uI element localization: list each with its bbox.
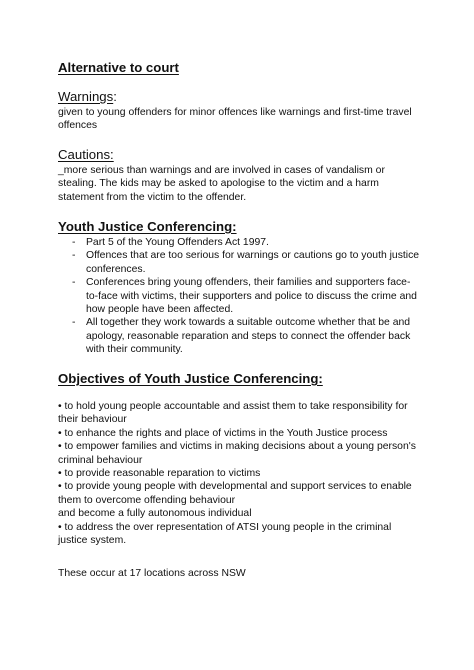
warnings-text: given to young offenders for minor offences like warnings and first-time travel offences	[58, 107, 412, 132]
list-item: - All together they work towards a suitable outcome whether that be and apology, reasonable reparation and steps to connect the offender back with their community.	[58, 316, 420, 356]
list-item: • to enhance the rights and place of victims in the Youth Justice process	[58, 427, 388, 439]
cautions-body: more serious than warnings and are involved in cases of vandalism or stealing. The kids may be asked to apologise to the victim and a harm statement from the victim to the offender.	[58, 165, 385, 203]
list-item: - Part 5 of the Young Offenders Act 1997.	[58, 236, 420, 249]
cautions-heading: Cautions:	[58, 147, 114, 162]
cautions-lead: _	[58, 165, 64, 176]
list-item: - Conferences bring young offenders, their families and supporters face-to-face with victims, their supporters and police to discuss the crime and how people have been affected.	[58, 276, 420, 316]
page-title: Alternative to court	[58, 60, 179, 75]
list-item: • to provide young people with developmental and support services to enable them to overcome offending behaviour	[58, 481, 412, 506]
objectives-heading: Objectives of Youth Justice Conferencing:	[58, 371, 323, 386]
youth-justice-heading: Youth Justice Conferencing:	[58, 219, 237, 234]
list-item: - Offences that are too serious for warnings or cautions go to youth justice conferences.	[58, 249, 420, 276]
list-item: • to hold young people accountable and assist them to take responsibility for their behaviour	[58, 401, 408, 426]
list-item: and become a fully autonomous individual	[58, 508, 252, 520]
list-item: • to address the over representation of ATSI young people in the criminal justice system.	[58, 521, 392, 547]
youth-justice-list	[58, 236, 420, 357]
list-item: • to empower families and victims in making decisions about a young person's criminal behaviour	[58, 441, 416, 466]
warnings-heading: Warnings	[58, 89, 114, 104]
list-item: • to provide reasonable reparation to victims	[58, 468, 261, 480]
cautions-text	[58, 164, 418, 204]
footer-note: These occur at 17 locations across NSW	[58, 568, 246, 579]
objectives-list	[58, 400, 423, 547]
warnings-heading-line	[58, 88, 117, 106]
warnings-colon: :	[113, 89, 117, 104]
